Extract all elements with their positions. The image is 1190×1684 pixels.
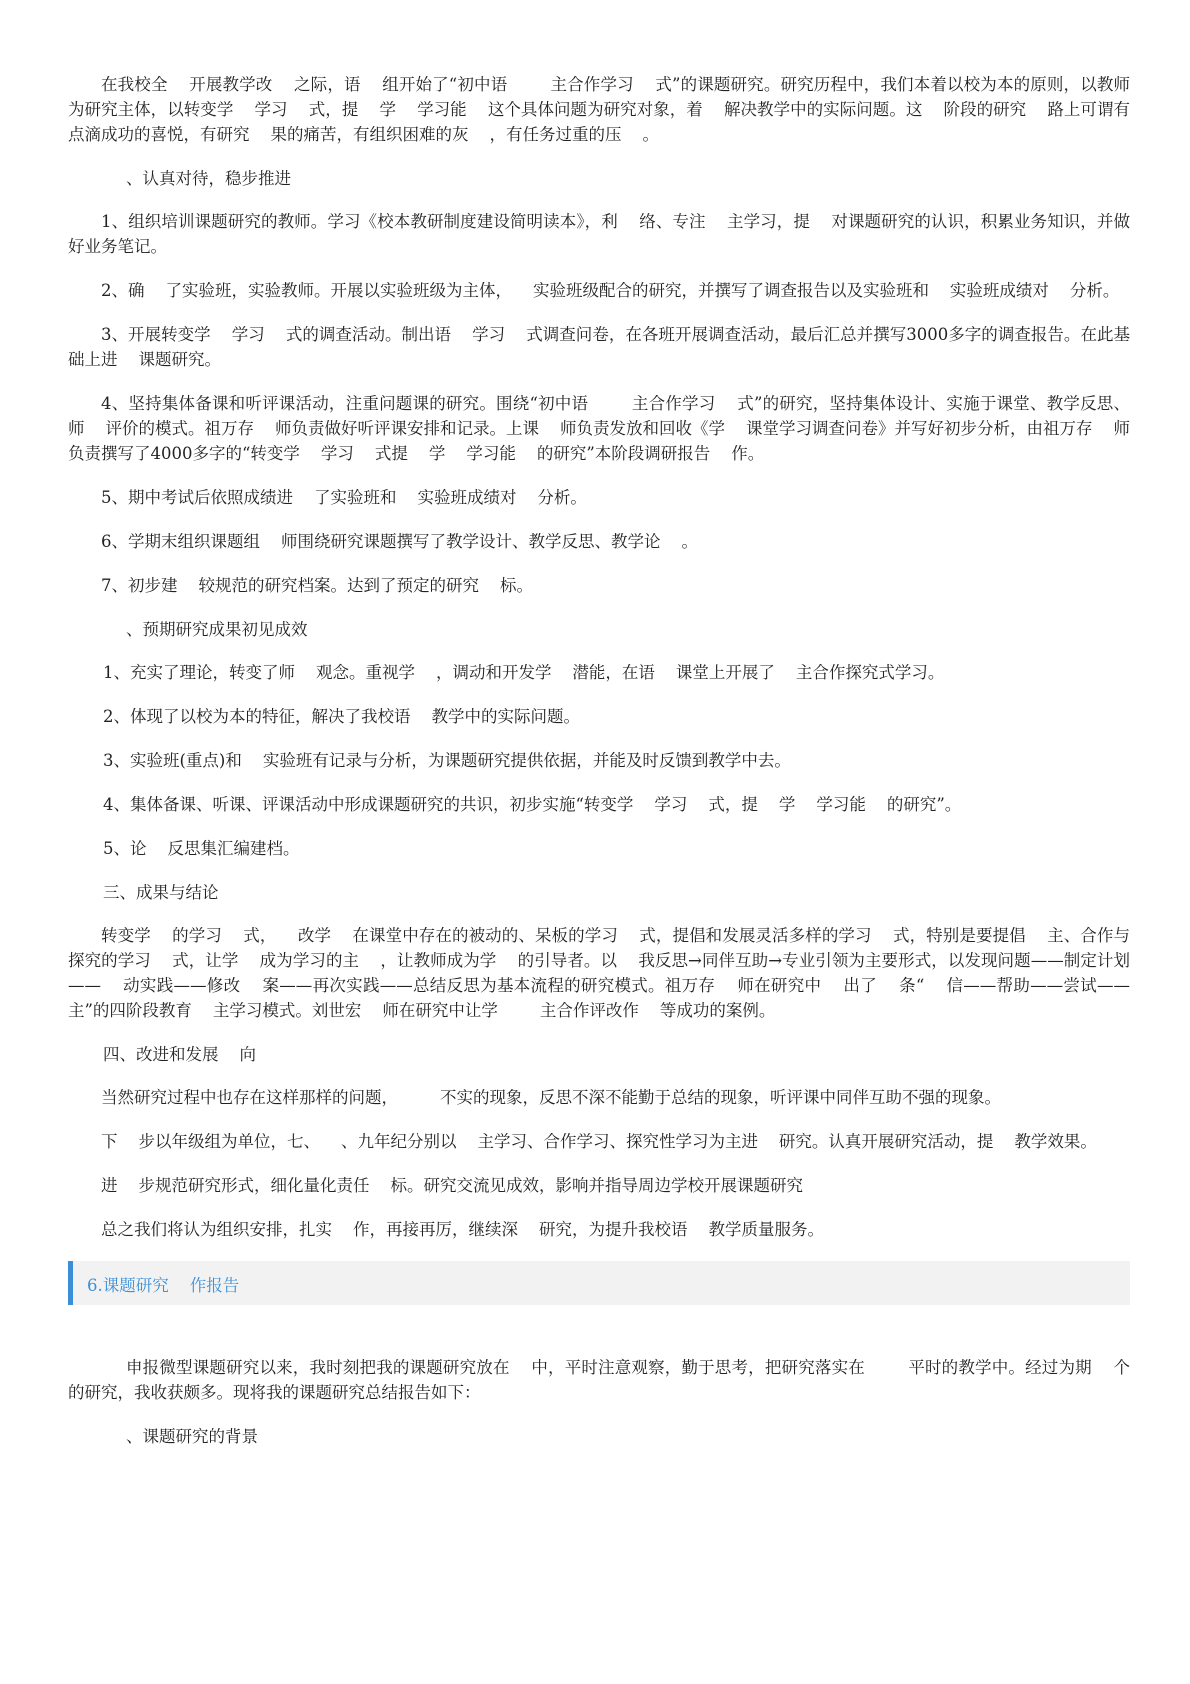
heading-research-background: 、课题研究的背景: [126, 1427, 258, 1446]
list-item: 3、开展转变学 学习 式的调查活动。制出语 学习 式调查问卷，在各班开展调查活动，最后汇总并撰写3000多字的调查报告。在此基础上进 课题研究。: [68, 325, 1130, 369]
list-item: 3、实验班(重点)和 实验班有记录与分析，为课题研究提供依据，并能及时反馈到教学中去。: [103, 751, 791, 770]
list-item: 5、期中考试后依照成绩进 了实验班和 实验班成绩对 分析。: [101, 488, 587, 507]
section-header-bar: [68, 1261, 1130, 1305]
list-item: 5、论 反思集汇编建档。: [103, 839, 300, 858]
improvement-paragraph: 下 步以年级组为单位，七、 、九年纪分别以 主学习、合作学习、探究性学习为主进 研究。认真开展研究活动，提 教学效果。: [101, 1132, 1097, 1151]
list-item: 4、坚持集体备课和听评课活动，注重问题课的研究。围绕“初中语 主合作学习 式”的研究，坚持集体设计、实施于课堂、教学反思、师 评价的模式。祖万存 师负责做好听评课安排和记录。上课 师负责发放和回收《学 课堂学习调查问卷》并写好初步分析，由祖万存 师负责撰写了4000多字的“转变学 学习 式提 学 学习能 的研究”本阶段调研报告 作。: [68, 394, 1130, 463]
improvement-paragraph: 当然研究过程中也存在这样那样的问题， 不实的现象，反思不深不能勤于总结的现象，听评课中同伴互助不强的现象。: [101, 1088, 1001, 1107]
heading-improvement-direction: 四、改进和发展 向: [103, 1045, 256, 1064]
list-item: 2、体现了以校为本的特征，解决了我校语 教学中的实际问题。: [103, 707, 580, 726]
results-paragraph: 转变学 的学习 式， 改学 在课堂中存在的被动的、呆板的学习 式，提倡和发展灵活多样的学习 式，特别是要提倡 主、合作与探究的学习 式，让学 成为学习的主 ，让教师成为学 的引导者。以 我反思→同伴互助→专业引领为主要形式，以发现问题——制定计划—— 动实践——修改 案——再次实践——总结反思为基本流程的研究模式。祖万存 师在研究中 出了 条“ 信——帮助——尝试—— 主”的四阶段教育 主学习模式。刘世宏 师在研究中让学 主合作评改作 等成功的案例。: [68, 926, 1151, 1020]
list-item: 1、充实了理论，转变了师 观念。重视学 ，调动和开发学 潜能，在语 课堂上开展了 主合作探究式学习。: [103, 663, 945, 682]
section-title: 6.课题研究 作报告: [87, 1276, 240, 1295]
heading-preliminary-results: 、预期研究成果初见成效: [126, 620, 308, 639]
list-item: 4、集体备课、听课、评课活动中形成课题研究的共识，初步实施“转变学 学习 式，提 学 学习能 的研究”。: [103, 795, 962, 814]
list-item: 2、确 了实验班，实验教师。开展以实验班级为主体， 实验班级配合的研究，并撰写了调查报告以及实验班和 实验班成绩对 分析。: [101, 281, 1120, 300]
list-item: 7、初步建 较规范的研究档案。达到了预定的研究 标。: [101, 576, 533, 595]
improvement-paragraph: 进 步规范研究形式，细化量化责任 标。研究交流见成效，影响并指导周边学校开展课题研究: [101, 1176, 803, 1195]
heading-results-conclusion: 三、成果与结论: [103, 883, 219, 902]
improvement-paragraph: 总之我们将认为组织安排，扎实 作，再接再厉，继续深 研究，为提升我校语 教学质量服务。: [101, 1220, 824, 1239]
list-item: 6、学期末组织课题组 师围绕研究课题撰写了教学设计、教学反思、教学论 。: [101, 532, 698, 551]
intro-paragraph: 在我校全 开展教学改 之际，语 组开始了“初中语 主合作学习 式”的课题研究。研究历程中，我们本着以校为本的原则，以教师为研究主体，以转变学 学习 式，提 学 学习能 这个具体问题为研究对象，着 解决教学中的实际问题。这 阶段的研究 路上可谓有点滴成功的喜悦，有研究 果的痛苦，有组织困难的灰 ，有任务过重的压 。: [68, 75, 1130, 144]
report-intro-paragraph: 申报微型课题研究以来，我时刻把我的课题研究放在 中，平时注意观察，勤于思考，把研究落实在 平时的教学中。经过为期 个 的研究，我收获颇多。现将我的课题研究总结报告如下：: [68, 1358, 1151, 1402]
heading-stable-progress: 、认真对待，稳步推进: [126, 169, 291, 188]
list-item: 1、组织培训课题研究的教师。学习《校本教研制度建设简明读本》，利 络、专注 主学习，提 对课题研究的认识，积累业务知识，并做好业务笔记。: [68, 212, 1130, 256]
